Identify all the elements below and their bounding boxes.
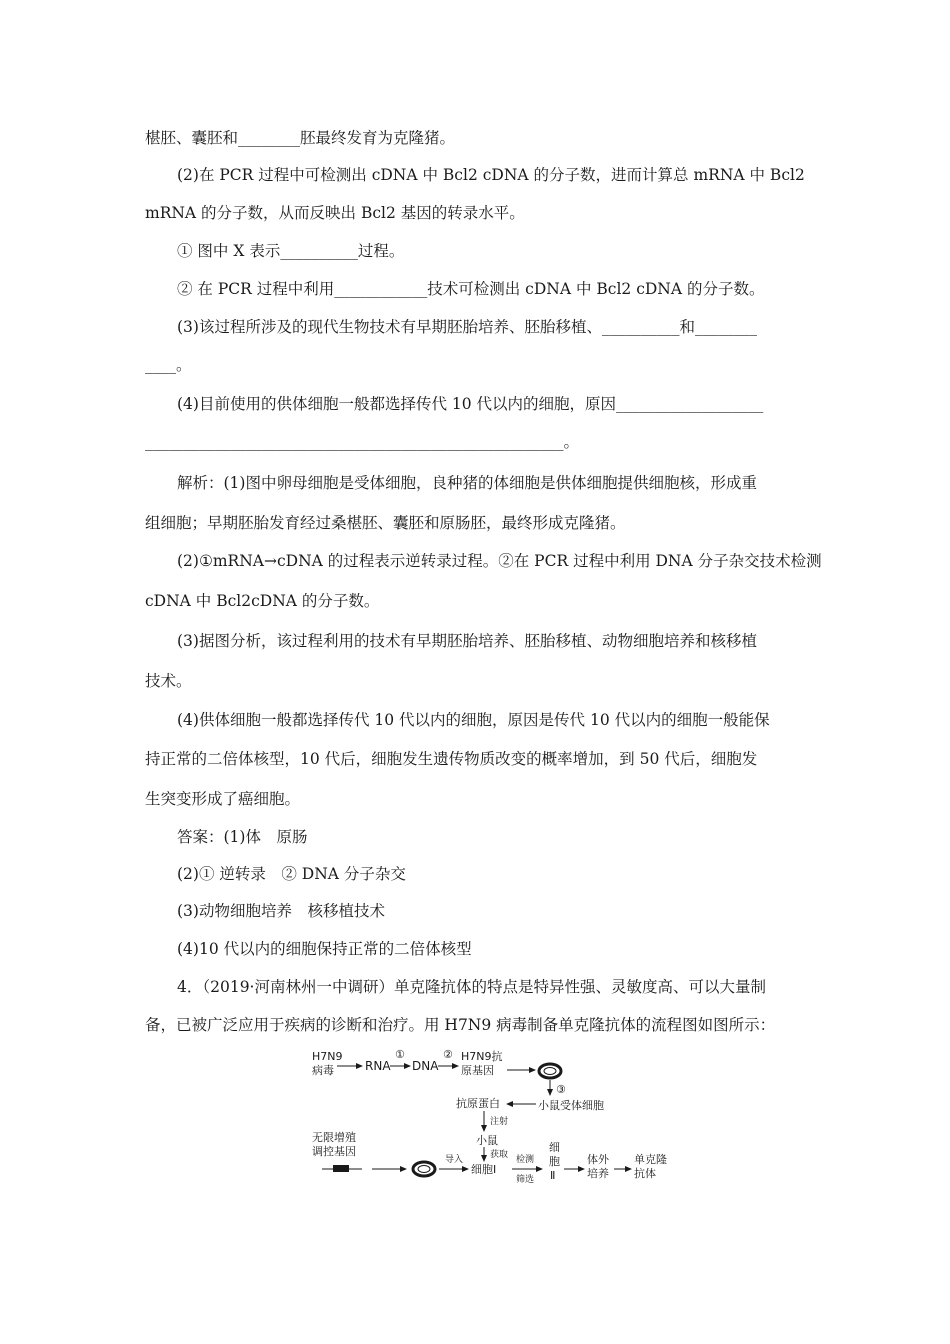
text-line: (4)10 代以内的细胞保持正常的二倍体核型 [177,940,472,958]
gene-fragment-icon [322,1165,362,1172]
obtain-label: 获取 [490,1150,509,1160]
text-line: 持正常的二倍体核型，10 代后，细胞发生遗传物质改变的概率增加，到 50 代后，细胞发 [145,750,758,768]
import-label: 导入 [445,1155,464,1165]
in-vitro-culture-label: 培养 [587,1167,609,1180]
text-line: 技术。 [145,672,192,690]
text-line: 椹胚、囊胚和________胚最终发育为克隆猪。 [145,129,456,147]
monoclonal-antibody-label: 抗体 [634,1167,656,1180]
virus-label: H7N9 [312,1050,343,1063]
mouse-label: 小鼠 [476,1134,498,1147]
text-line: (2)在 PCR 过程中可检测出 cDNA 中 Bcl2 cDNA 的分子数，进而计算总 mRNA 中 Bcl2 [177,166,805,184]
unlimited-gene-label: 无限增殖 [312,1131,356,1144]
text-line: ____。 [145,356,192,374]
text-line: 生突变形成了癌细胞。 [145,790,301,808]
cell-2-label: Ⅱ [550,1169,556,1182]
plasmid-icon [539,1064,561,1078]
text-line: (2)①mRNA→cDNA 的过程表示逆转录过程。②在 PCR 过程中利用 DNA 分子杂交技术检测 [177,552,822,570]
text-line: (4)供体细胞一般都选择传代 10 代以内的细胞，原因是传代 10 代以内的细胞一般能保 [177,711,770,729]
step-1: ① [395,1048,405,1061]
inject-label: 注射 [490,1117,509,1127]
text-line: 备，已被广泛应用于疾病的诊断和治疗。用 H7N9 病毒制备单克隆抗体的流程图如图所示： [145,1016,776,1034]
text-line: 解析：(1)图中卵母细胞是受体细胞，良种猪的体细胞是供体细胞提供细胞核，形成重 [177,474,757,492]
step-3: ③ [556,1083,566,1096]
text-line: (4)目前使用的供体细胞一般都选择传代 10 代以内的细胞，原因___________________ [177,395,764,413]
text-line: (3)据图分析，该过程利用的技术有早期胚胎培养、胚胎移植、动物细胞培养和核移植 [177,632,757,650]
text-line: ① 图中 X 表示__________过程。 [177,242,405,260]
text-line: mRNA 的分子数，从而反映出 Bcl2 基因的转录水平。 [145,204,525,222]
in-vitro-culture-label: 体外 [587,1153,609,1166]
antigen-gene-label: H7N9抗 [461,1050,503,1063]
text-line: ______________________________________________________。 [145,433,580,451]
unlimited-gene-label: 调控基因 [312,1145,356,1158]
virus-label: 病毒 [312,1064,334,1077]
monoclonal-antibody-flowchart [300,1045,700,1195]
detect-label: 检测 [516,1155,535,1165]
mouse-receptor-cell-label: 小鼠受体细胞 [538,1099,604,1112]
rna-label: RNA [365,1059,391,1073]
cell-1-label: 细胞Ⅰ [471,1163,497,1176]
text-line: cDNA 中 Bcl2cDNA 的分子数。 [145,592,380,610]
text-line: (3)动物细胞培养 核移植技术 [177,902,385,920]
antigen-protein-label: 抗原蛋白 [456,1097,500,1110]
cell-2-label: 细 [549,1141,560,1154]
text-line: 4．（2019·河南林州一中调研）单克隆抗体的特点是特异性强、灵敏度高、可以大量制 [177,978,766,996]
plasmid-icon [413,1162,435,1176]
step-2: ② [443,1048,453,1061]
text-line: 组细胞；早期胚胎发育经过桑椹胚、囊胚和原肠胚，最终形成克隆猪。 [145,514,626,532]
dna-label: DNA [412,1059,439,1073]
screen-label: 筛选 [516,1175,535,1185]
monoclonal-antibody-label: 单克隆 [634,1153,667,1166]
text-line: ② 在 PCR 过程中利用____________技术可检测出 cDNA 中 Bcl2 cDNA 的分子数。 [177,280,765,298]
text-line: (3)该过程所涉及的现代生物技术有早期胚胎培养、胚胎移植、__________和________ [177,318,757,336]
text-line: 答案：(1)体 原肠 [177,828,308,846]
text-line: (2)① 逆转录 ② DNA 分子杂交 [177,865,406,883]
cell-2-label: 胞 [549,1155,560,1168]
antigen-gene-label: 原基因 [461,1064,494,1077]
